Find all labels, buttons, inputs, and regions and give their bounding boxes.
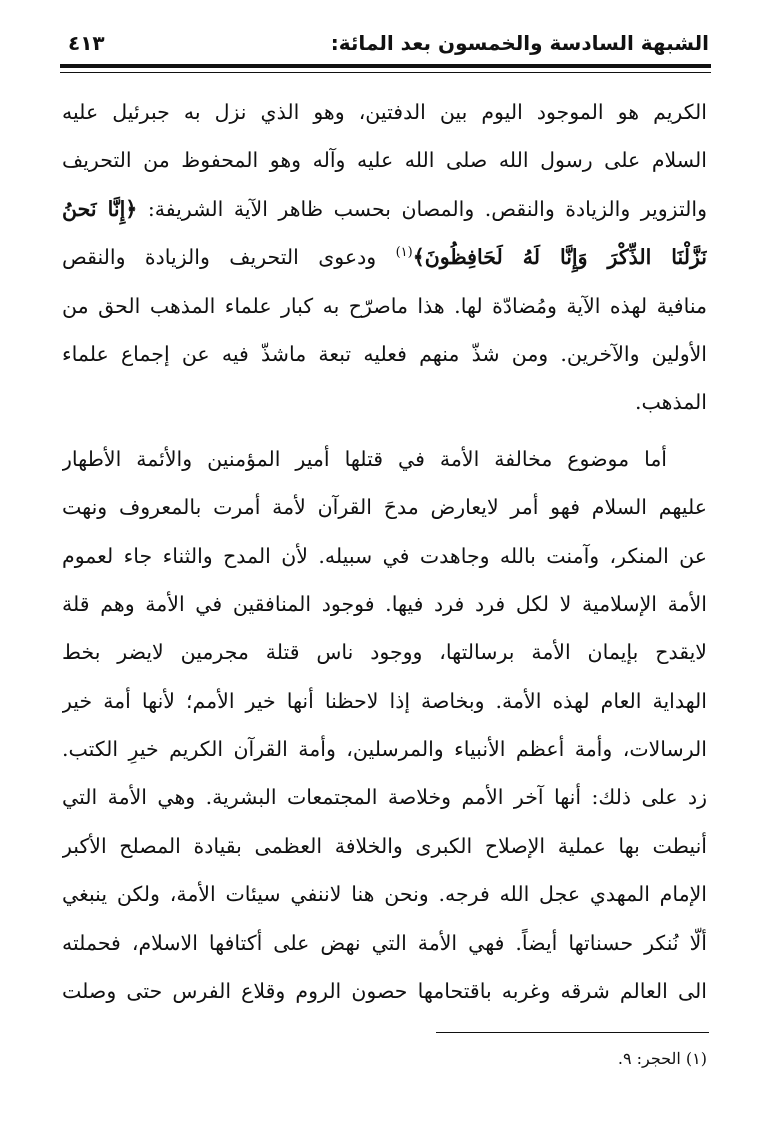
text-line bbox=[62, 233, 707, 281]
text-line: الأمة الإسلامية لا لكل فرد فرد فيها. فوجود المنافقين في الأمة وهم قلة bbox=[62, 591, 707, 616]
text-line: الى العالم شرقه وغربه باقتحامها حصون الروم وقلاع الفرس حتى وصلت bbox=[62, 979, 707, 1004]
text-line: عن المنكر، وآمنت بالله وجاهدت في سبيله. لأن المدح والثناء جاء لعموم bbox=[62, 543, 707, 568]
page-number: ٤١٣ bbox=[68, 31, 105, 55]
text-line: الرسالات، وأمة أعظم الأنبياء والمرسلين، وأمة القرآن الكريم خيرِ الكتب. bbox=[62, 737, 707, 762]
text-line: منافية لهذه الآية ومُضادّة لها. هذا ماصرّح به كبار علماء المذهب الحق من bbox=[62, 293, 707, 318]
text-line: الأولين والآخرين. ومن شذّ منهم فعليه تبعة ماشذّ فيه عن إجماع علماء bbox=[62, 341, 707, 366]
body-text bbox=[62, 88, 707, 1015]
running-header bbox=[68, 28, 709, 58]
text-line: أما موضوع مخالفة الأمة في قتلها أمير المؤمنين والأئمة الأطهار bbox=[62, 446, 667, 471]
quran-verse: نَزَّلْنَا الذِّكْرَ وَإِنَّا لَهُ لَحَافِظُونَ﴾ bbox=[412, 245, 707, 270]
text-line: زد على ذلك: أنها آخر الأمم وخلاصة المجتمعات البشرية. وهي الأمة التي bbox=[62, 785, 707, 810]
text-line: عليهم السلام فهو أمر لايعارض مدحَ القرآن لأمة أمرت بالمعروف ونهت bbox=[62, 495, 707, 520]
paragraph-1 bbox=[62, 88, 707, 427]
text-line: الهداية العام لهذه الأمة. وبخاصة إذا لاحظنا أنها خير الأمم؛ لأنها أمة خير bbox=[62, 688, 707, 713]
footnote-rule bbox=[436, 1032, 709, 1033]
text-segment: والتزوير والزيادة والنقص. والمصان بحسب ظاهر الآية الشريفة: bbox=[147, 196, 707, 221]
text-line: لايقدح بإيمان الأمة برسالتها، ووجود ناس قتلة مجرمين لايضر بخط bbox=[62, 640, 707, 665]
text-line: أنيطت بها عملية الإصلاح الكبرى والخلافة العظمى بقيادة المصلح الأكبر bbox=[62, 833, 707, 858]
text-line bbox=[62, 185, 707, 233]
quran-verse: ﴿إِنَّا نَحنُ bbox=[62, 196, 138, 221]
text-line: الكريم هو الموجود اليوم بين الدفتين، وهو الذي نزل به جبرئيل عليه bbox=[62, 100, 707, 124]
paragraph-2 bbox=[62, 435, 707, 1016]
footnote: (١) الحجر: ٩. bbox=[617, 1049, 707, 1068]
text-line: الإمام المهدي عجل الله فرجه. ونحن هنا لاننفي سيئات الأمة، ولكن ينبغي bbox=[62, 882, 707, 907]
footnote-ref: (١) bbox=[395, 245, 413, 261]
chapter-title: الشبهة السادسة والخمسون بعد المائة: bbox=[330, 31, 709, 55]
header-rule-thick bbox=[60, 64, 711, 68]
text-line: ألّا نُنكر حسناتها أيضاً. فهي الأمة التي نهض على أكتافها الاسلام، فحملته bbox=[62, 930, 707, 955]
text-line: المذهب. bbox=[634, 390, 707, 415]
text-line: السلام على رسول الله صلى الله عليه وآله وهو المحفوظ من التحريف bbox=[62, 148, 707, 173]
paragraph-gap bbox=[62, 427, 707, 435]
text-segment: ودعوى التحريف والزيادة والنقص bbox=[62, 245, 377, 270]
header-rule-thin bbox=[60, 72, 711, 73]
